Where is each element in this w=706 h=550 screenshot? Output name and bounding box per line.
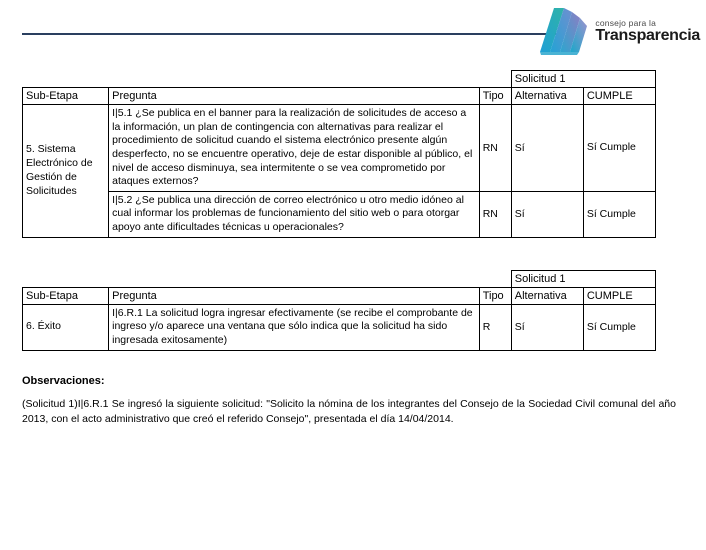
cell-sub-etapa: 6. Éxito [23, 304, 109, 350]
group-header-solicitud: Solicitud 1 [511, 270, 655, 287]
column-header-row [23, 88, 656, 105]
cell-tipo: R [479, 304, 511, 350]
table-spacer [0, 238, 706, 270]
cell-pregunta: I|6.R.1 La solicitud logra ingresar efectivamente (se recibe el comprobante de ingreso y/o aparece una ventana que sólo indica que la solicitud ha sido ingresada exitosamente) [109, 304, 480, 350]
empty-cell [23, 270, 109, 287]
column-header-cumple: CUMPLE [583, 88, 655, 105]
column-header-sub-etapa: Sub-Etapa [23, 287, 109, 304]
table-row [23, 191, 656, 237]
consejo-transparencia-logo-icon [538, 6, 590, 56]
group-header-row [23, 71, 656, 88]
brand-logo-text [595, 19, 700, 57]
cell-alternativa: Sí [511, 191, 583, 237]
audit-table-2-wrapper [0, 270, 706, 351]
group-header-row [23, 270, 656, 287]
empty-cell [479, 270, 511, 287]
column-header-row [23, 287, 656, 304]
column-header-cumple: CUMPLE [583, 287, 655, 304]
page-header [0, 0, 706, 70]
audit-table-2 [22, 270, 656, 351]
column-header-tipo: Tipo [479, 88, 511, 105]
audit-table-1 [22, 70, 656, 238]
cell-tipo: RN [479, 191, 511, 237]
empty-cell [109, 71, 480, 88]
observaciones-section [0, 375, 706, 427]
column-header-alternativa: Alternativa [511, 88, 583, 105]
column-header-alternativa: Alternativa [511, 287, 583, 304]
observaciones-text: (Solicitud 1)I|6.R.1 Se ingresó la siguiente solicitud: "Solicito la nómina de los integrantes del Consejo de la Sociedad Civil comunal del año 2013, con el acto administrativo que creó el referido Consejo", presentada el día 14/04/2014. [22, 397, 676, 425]
empty-cell [479, 71, 511, 88]
observaciones-title: Observaciones: [22, 374, 105, 387]
column-header-pregunta: Pregunta [109, 88, 480, 105]
column-header-tipo: Tipo [479, 287, 511, 304]
column-header-pregunta: Pregunta [109, 287, 480, 304]
header-divider-rule [22, 33, 556, 35]
cell-pregunta: I|5.2 ¿Se publica una dirección de correo electrónico u otro medio idóneo al cual informar los problemas de funcionamiento del sitio web o para otorgar apoyo ante dificultades técnicas u operacionales? [109, 191, 480, 237]
cell-sub-etapa: 5. Sistema Electrónico de Gestión de Solicitudes [23, 105, 109, 238]
brand-name: Transparencia [595, 27, 700, 44]
table-row [23, 304, 656, 350]
empty-cell [109, 270, 480, 287]
cell-pregunta: I|5.1 ¿Se publica en el banner para la realización de solicitudes de acceso a la información, un plan de contingencia con alternativas para realizar el procedimiento de solicitud cuando el sistema electrónico presente algún desperfecto, no se encuentre operativo, deje de estar disponible al público, el nivel de acceso disminuya, sea intermitente o se vea comprometido por ataques externos? [109, 105, 480, 192]
cell-tipo: RN [479, 105, 511, 192]
column-header-sub-etapa: Sub-Etapa [23, 88, 109, 105]
empty-cell [23, 71, 109, 88]
audit-table-1-wrapper [0, 70, 706, 238]
brand-logo [538, 6, 700, 56]
group-header-solicitud: Solicitud 1 [511, 71, 655, 88]
cell-cumple: Sí Cumple [583, 304, 655, 350]
cell-alternativa: Sí [511, 105, 583, 192]
brand-tagline: consejo para la [595, 17, 657, 28]
cell-cumple: Sí Cumple [583, 105, 655, 192]
table-row [23, 105, 656, 192]
cell-alternativa: Sí [511, 304, 583, 350]
cell-cumple: Sí Cumple [583, 191, 655, 237]
